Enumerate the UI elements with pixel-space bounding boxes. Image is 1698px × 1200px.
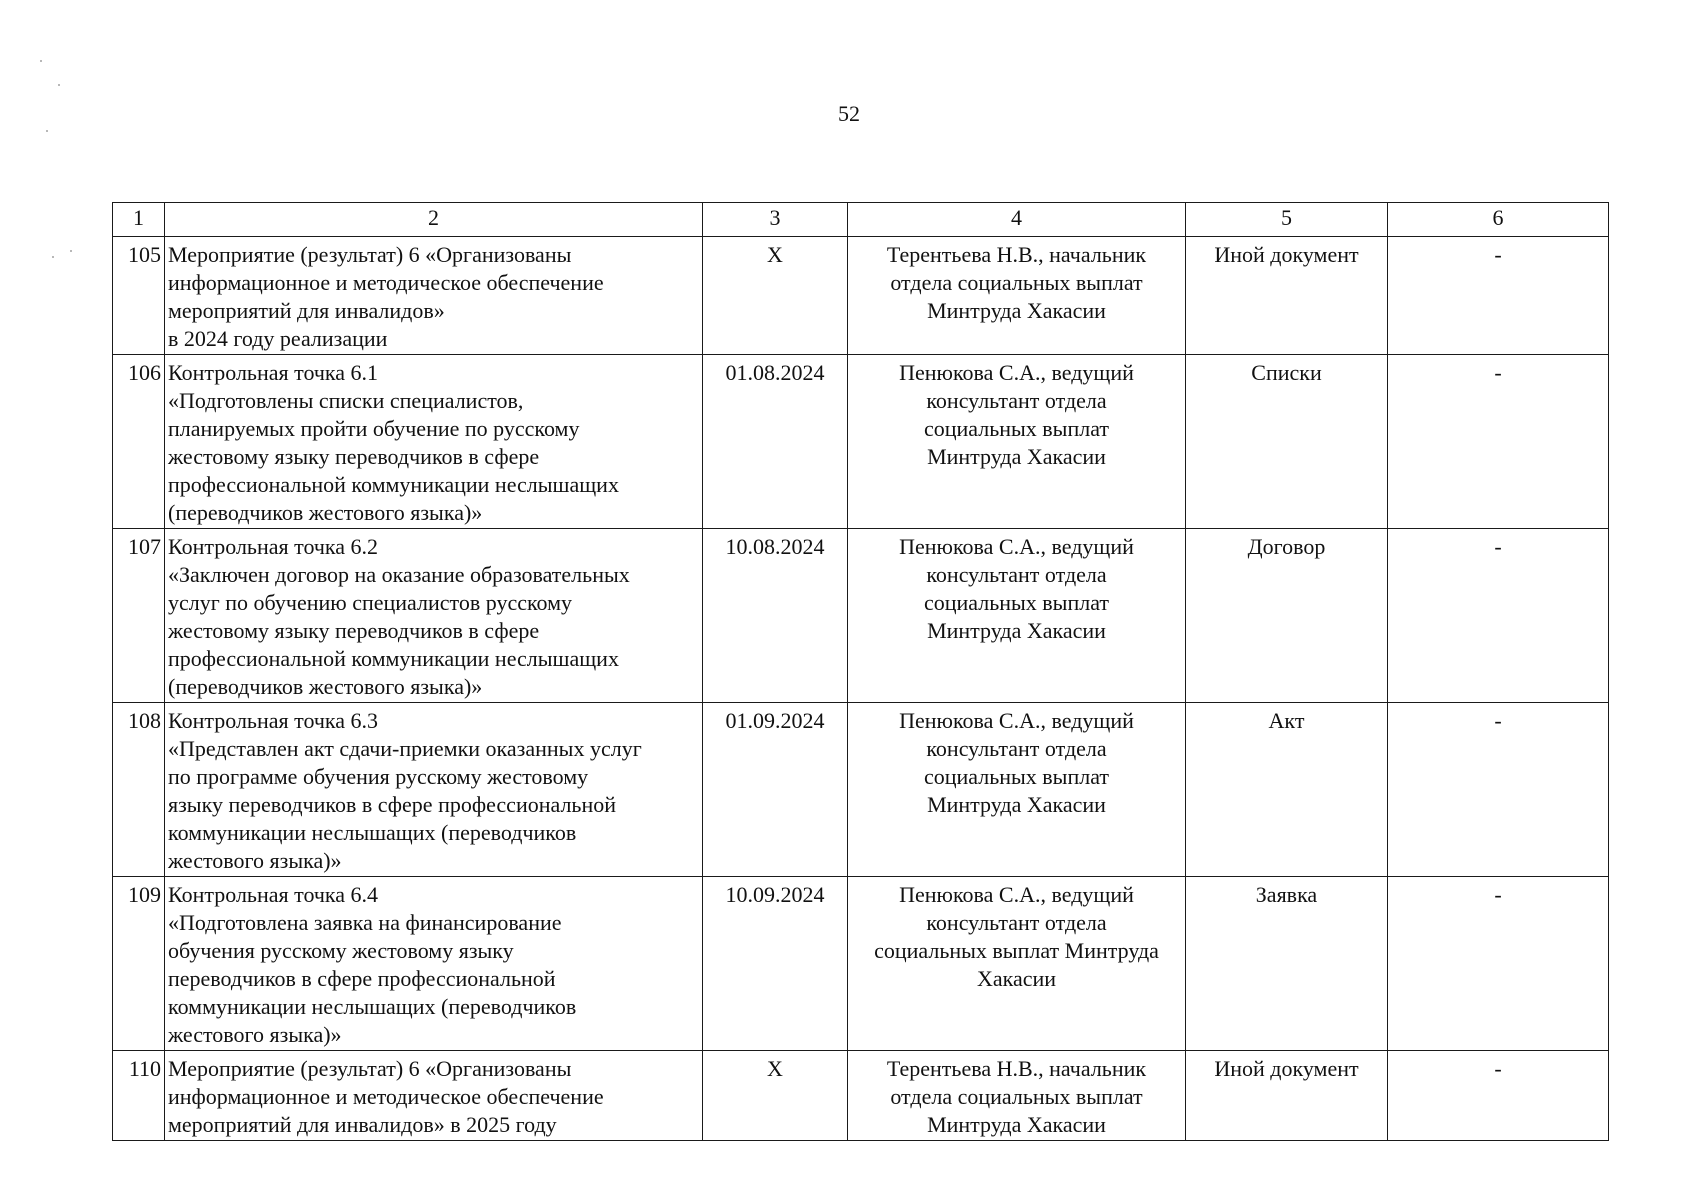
deadline: X [703, 1051, 848, 1141]
event-name: Контрольная точка 6.2 «Заключен договор на оказание образовательных услуг по обучению специалистов русскому жестовому языку переводчиков в сфере профессиональной коммуникации неслышащих (переводчиков жестового языка)» [165, 529, 703, 703]
responsible: Терентьева Н.В., начальник отдела социальных выплат Минтруда Хакасии [848, 1051, 1186, 1141]
scan-mark [70, 250, 72, 252]
scan-mark [46, 130, 48, 132]
deadline: X [703, 237, 848, 355]
event-name: Контрольная точка 6.3 «Представлен акт сдачи-приемки оказанных услуг по программе обучения русскому жестовому языку переводчиков в сфере профессиональной коммуникации неслышащих (переводчиков жестового языка)» [165, 703, 703, 877]
document-type: Списки [1186, 355, 1388, 529]
column-6-value: - [1388, 237, 1609, 355]
event-name: Контрольная точка 6.1 «Подготовлены списки специалистов, планируемых пройти обучение по русскому жестовому языку переводчиков в сфере профессиональной коммуникации неслышащих (переводчиков жестового языка)» [165, 355, 703, 529]
table-row [113, 237, 1609, 355]
page-number: 52 [838, 101, 860, 126]
column-6-value: - [1388, 355, 1609, 529]
deadline: 10.09.2024 [703, 877, 848, 1051]
table-row [113, 529, 1609, 703]
header-cell-5: 5 [1186, 203, 1388, 237]
header-cell-2: 2 [165, 203, 703, 237]
responsible: Пенюкова С.А., ведущий консультант отдела социальных выплат Минтруда Хакасии [848, 355, 1186, 529]
header-cell-4: 4 [848, 203, 1186, 237]
row-number: 105 [113, 237, 165, 355]
responsible: Пенюкова С.А., ведущий консультант отдела социальных выплат Минтруда Хакасии [848, 529, 1186, 703]
header-row [113, 203, 1609, 237]
row-number: 106 [113, 355, 165, 529]
responsible: Пенюкова С.А., ведущий консультант отдела социальных выплат Минтруда Хакасии [848, 877, 1186, 1051]
row-number: 110 [113, 1051, 165, 1141]
deadline: 01.09.2024 [703, 703, 848, 877]
column-6-value: - [1388, 703, 1609, 877]
document-type: Договор [1186, 529, 1388, 703]
column-6-value: - [1388, 529, 1609, 703]
plan-table [112, 202, 1609, 1141]
table-row [113, 877, 1609, 1051]
row-number: 109 [113, 877, 165, 1051]
header-cell-3: 3 [703, 203, 848, 237]
document-type: Заявка [1186, 877, 1388, 1051]
column-6-value: - [1388, 1051, 1609, 1141]
scan-mark [52, 256, 54, 258]
document-type: Иной документ [1186, 1051, 1388, 1141]
responsible: Пенюкова С.А., ведущий консультант отдела социальных выплат Минтруда Хакасии [848, 703, 1186, 877]
header-cell-1: 1 [113, 203, 165, 237]
table-row [113, 1051, 1609, 1141]
row-number: 107 [113, 529, 165, 703]
scan-mark [58, 84, 60, 86]
event-name: Мероприятие (результат) 6 «Организованы информационное и методическое обеспечение мероприятий для инвалидов» в 2025 году [165, 1051, 703, 1141]
document-type: Иной документ [1186, 237, 1388, 355]
deadline: 01.08.2024 [703, 355, 848, 529]
scan-mark [40, 60, 42, 62]
document-type: Акт [1186, 703, 1388, 877]
header-cell-6: 6 [1388, 203, 1609, 237]
table-row [113, 355, 1609, 529]
row-number: 108 [113, 703, 165, 877]
responsible: Терентьева Н.В., начальник отдела социальных выплат Минтруда Хакасии [848, 237, 1186, 355]
table-row [113, 703, 1609, 877]
column-6-value: - [1388, 877, 1609, 1051]
deadline: 10.08.2024 [703, 529, 848, 703]
event-name: Контрольная точка 6.4 «Подготовлена заявка на финансирование обучения русскому жестовому языку переводчиков в сфере профессиональной коммуникации неслышащих (переводчиков жестового языка)» [165, 877, 703, 1051]
event-name: Мероприятие (результат) 6 «Организованы информационное и методическое обеспечение мероприятий для инвалидов» в 2024 году реализации [165, 237, 703, 355]
